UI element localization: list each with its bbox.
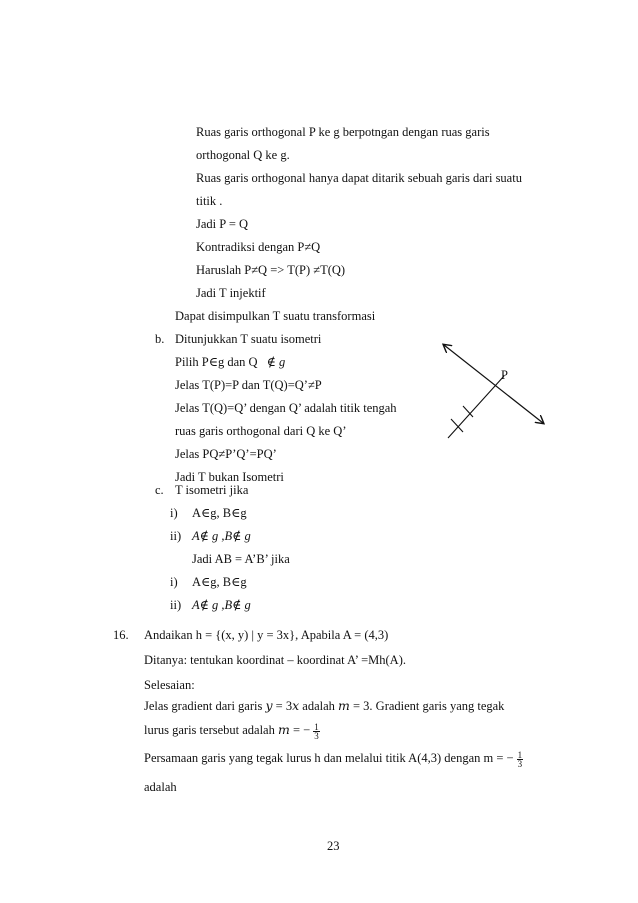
solution-line-3-text: Persamaan garis yang tegak lurus h dan melalui titik A(4,3) dengan m = −: [144, 751, 514, 765]
problem-statement: Andaikan h = {(x, y) | y = 3x}, Apabila A = (4,3): [144, 628, 389, 642]
proof-line-4: titik .: [196, 194, 223, 208]
tick-mark-1: [451, 419, 463, 432]
solution-line-4: adalah: [144, 780, 177, 794]
part-b-line-5: Jadi T bukan Isometri: [175, 470, 284, 484]
fraction-numerator: 1: [314, 721, 319, 732]
part-c-item-4-marker: ii): [170, 598, 182, 612]
proof-line-7: Haruslah P≠Q => T(P) ≠T(Q): [196, 263, 346, 277]
part-b-line-4: Jelas PQ≠P’Q’=PQ’: [175, 447, 277, 461]
line-g: [444, 345, 543, 423]
proof-line-1: Ruas garis orthogonal P ke g berpotngan dengan ruas garis: [196, 125, 490, 139]
part-c-item-4: A∉ g ,B∉ g: [192, 598, 251, 612]
problem-ditanya: Ditanya: tentukan koordinat – koordinat A’ =Mh(A).: [144, 653, 406, 667]
part-c-item-3-marker: i): [170, 575, 178, 589]
solution-line-3: [144, 750, 523, 768]
proof-line-3: Ruas garis orthogonal hanya dapat ditarik sebuah garis dari suatu: [196, 171, 522, 185]
not-in-g: ∉ g: [266, 355, 286, 369]
proof-line-8: Jadi T injektif: [196, 286, 266, 300]
page-number: 23: [327, 839, 340, 853]
fraction-one-third: [313, 723, 320, 740]
fraction-numerator-2: 1: [517, 749, 523, 760]
orthogonal-segment: [448, 376, 504, 438]
part-c-jadi: Jadi AB = A’B’ jika: [192, 552, 290, 566]
part-b-marker: b.: [155, 332, 165, 346]
part-c-item-2: A∉ g ,B∉ g: [192, 529, 251, 543]
part-b-line-1: Jelas T(P)=P dan T(Q)=Q’≠P: [175, 378, 322, 392]
solution-line-2: [144, 722, 320, 740]
conclusion: Dapat disimpulkan T suatu transformasi: [175, 309, 376, 323]
part-c-item-3: A∈g, B∈g: [192, 575, 247, 589]
proof-line-2: orthogonal Q ke g.: [196, 148, 290, 162]
fraction-denominator-2: 3: [517, 758, 523, 769]
part-c-marker: c.: [155, 483, 164, 497]
fraction-denominator: 3: [314, 730, 319, 741]
part-b-line-2: Jelas T(Q)=Q’ dengan Q’ adalah titik tengah: [175, 401, 397, 415]
solution-line-2-text: lurus garis tersebut adalah 𝑚 = −: [144, 723, 311, 737]
part-c-item-1-marker: i): [170, 506, 178, 520]
part-b-title: Ditunjukkan T suatu isometri: [175, 332, 322, 346]
figure-label-p: P: [501, 368, 508, 382]
proof-line-6: Kontradiksi dengan P≠Q: [196, 240, 321, 254]
fraction-one-third-2: [517, 751, 524, 768]
proof-line-5: Jadi P = Q: [196, 217, 249, 231]
part-b-line-3: ruas garis orthogonal dari Q ke Q’: [175, 424, 347, 438]
problem-selesaian: Selesaian:: [144, 678, 195, 692]
problem-number: 16.: [113, 628, 129, 642]
part-c-title: T isometri jika: [175, 483, 249, 497]
part-c-item-2-marker: ii): [170, 529, 182, 543]
solution-line-1: Jelas gradient dari garis 𝑦 = 3𝑥 adalah 𝑚 = 3. Gradient garis yang tegak: [144, 699, 505, 713]
pilih-text: Pilih P∈g dan Q: [175, 355, 258, 369]
part-c-item-1: A∈g, B∈g: [192, 506, 247, 520]
